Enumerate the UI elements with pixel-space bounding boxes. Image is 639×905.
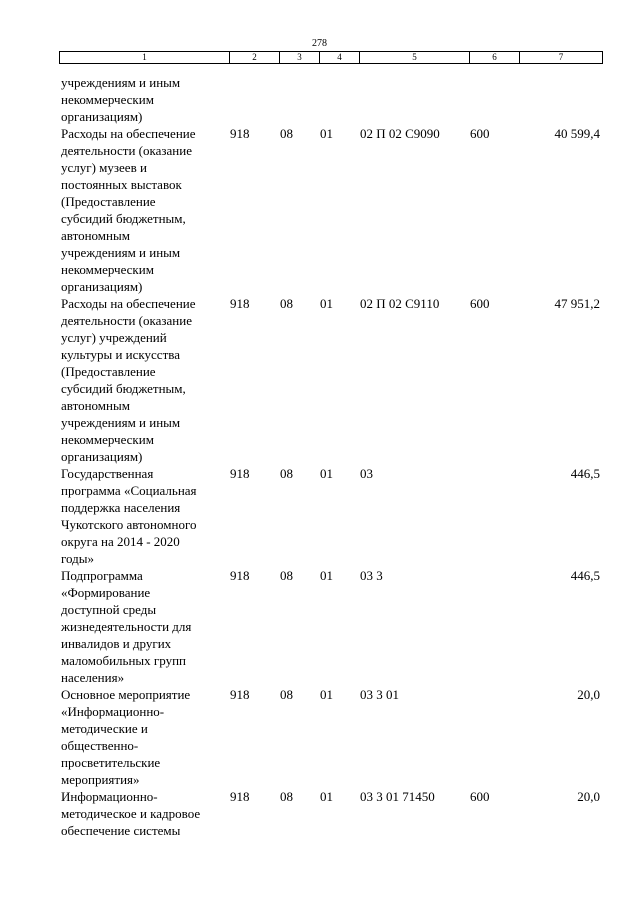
column-header-5: 5 [360,52,470,64]
row-name-line: услуг) музеев и [61,160,147,175]
row-name-line: населения» [61,670,125,685]
section-code: 08 [280,466,293,481]
table-body [59,74,602,839]
subsection-code: 01 [320,568,333,583]
page-number: 278 [312,38,327,49]
column-header-4: 4 [320,52,360,64]
row-name [59,567,231,686]
row-name-line: субсидий бюджетным, [61,381,186,396]
subsection-code: 01 [320,789,333,804]
row-name [59,788,231,839]
row-name-line: организациям) [61,279,143,294]
row-name-line: (Предоставление [61,364,156,379]
table-row [59,465,602,567]
row-name-line: «Информационно- [61,704,165,719]
row-name [59,74,231,125]
subsection-code: 01 [320,296,333,311]
section-code: 08 [280,296,293,311]
target-article-code: 03 3 01 [360,687,399,702]
amount: 20,0 [577,789,600,804]
row-name-line: некоммерческим [61,262,154,277]
table-row [59,567,602,686]
column-header-1: 1 [60,52,230,64]
amount: 20,0 [577,687,600,702]
row-name-line: Основное мероприятие [61,687,191,702]
target-article-code: 03 [360,466,373,481]
column-header-6: 6 [470,52,520,64]
row-name-line: организациям) [61,109,143,124]
row-name-line: Информационно- [61,789,158,804]
expense-type-code: 600 [470,296,490,311]
row-name-line: (Предоставление [61,194,156,209]
table-row [59,686,602,788]
row-name-line: Расходы на обеспечение [61,126,196,141]
admin-code: 918 [230,466,250,481]
column-header-7: 7 [520,52,603,64]
table-row [59,74,602,125]
target-article-code: 02 П 02 С9090 [360,126,440,141]
admin-code: 918 [230,296,250,311]
table-row [59,788,602,839]
subsection-code: 01 [320,466,333,481]
row-name-line: просветительские [61,755,161,770]
subsection-code: 01 [320,126,333,141]
row-name-line: некоммерческим [61,92,154,107]
row-name-line: автономным [61,228,130,243]
expense-type-code: 600 [470,126,490,141]
row-name-line: годы» [61,551,94,566]
amount: 446,5 [570,568,600,583]
row-name-line: культуры и искусства [61,347,180,362]
amount: 40 599,4 [554,126,600,141]
row-name-line: учреждениям и иным [61,75,181,90]
section-code: 08 [280,789,293,804]
admin-code: 918 [230,568,250,583]
row-name-line: автономным [61,398,130,413]
row-name-line: Государственная [61,466,154,481]
row-name-line: «Формирование [61,585,151,600]
section-code: 08 [280,687,293,702]
row-name-line: мероприятия» [61,772,140,787]
row-name-line: деятельности (оказание [61,313,192,328]
table-row [59,125,602,295]
row-name-line: доступной среды [61,602,157,617]
admin-code: 918 [230,789,250,804]
column-header-2: 2 [230,52,280,64]
row-name-line: Расходы на обеспечение [61,296,196,311]
row-name-line: учреждениям и иным [61,245,181,260]
admin-code: 918 [230,687,250,702]
row-name-line: округа на 2014 - 2020 [61,534,180,549]
row-name-line: услуг) учреждений [61,330,167,345]
row-name [59,465,231,567]
row-name-line: деятельности (оказание [61,143,192,158]
row-name [59,125,231,295]
column-header-table [59,51,603,64]
amount: 47 951,2 [554,296,600,311]
row-name-line: Подпрограмма [61,568,143,583]
target-article-code: 03 3 01 71450 [360,789,435,804]
row-name-line: поддержка населения [61,500,181,515]
row-name-line: учреждениям и иным [61,415,181,430]
target-article-code: 03 3 [360,568,383,583]
row-name [59,686,231,788]
row-name-line: субсидий бюджетным, [61,211,186,226]
row-name-line: обеспечение системы [61,823,181,838]
row-name-line: методические и [61,721,148,736]
section-code: 08 [280,568,293,583]
row-name-line: жизнедеятельности для [61,619,192,634]
row-name-line: Чукотского автономного [61,517,197,532]
target-article-code: 02 П 02 С9110 [360,296,440,311]
row-name-line: организациям) [61,449,143,464]
expense-type-code: 600 [470,789,490,804]
row-name-line: некоммерческим [61,432,154,447]
row-name-line: маломобильных групп [61,653,186,668]
row-name [59,295,231,465]
subsection-code: 01 [320,687,333,702]
row-name-line: общественно- [61,738,139,753]
row-name-line: инвалидов и других [61,636,172,651]
amount: 446,5 [570,466,600,481]
section-code: 08 [280,126,293,141]
admin-code: 918 [230,126,250,141]
column-header-3: 3 [280,52,320,64]
table-row [59,295,602,465]
row-name-line: методическое и кадровое [61,806,201,821]
row-name-line: постоянных выставок [61,177,182,192]
row-name-line: программа «Социальная [61,483,197,498]
